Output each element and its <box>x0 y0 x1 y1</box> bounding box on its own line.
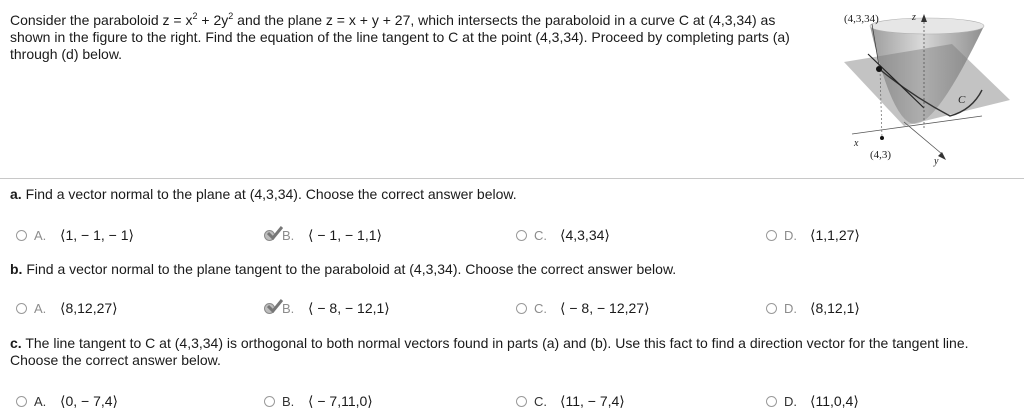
choice-letter: B. <box>282 300 295 316</box>
question-b-label: b. <box>10 261 23 277</box>
choice-c-d[interactable] <box>766 390 859 412</box>
selected-radio-icon[interactable] <box>264 230 275 241</box>
paraboloid-diagram <box>832 4 1022 174</box>
choice-letter: A. <box>34 393 47 409</box>
choice-c-a[interactable] <box>16 390 118 412</box>
choice-value: ⟨ − 8, − 12,27⟩ <box>560 299 650 316</box>
question-a-text: Find a vector normal to the plane at (4,3,34). Choose the correct answer below. <box>21 186 517 202</box>
choice-b-b[interactable] <box>264 297 390 319</box>
choice-a-d[interactable] <box>766 224 860 246</box>
choice-letter: A. <box>34 300 47 316</box>
choice-value: ⟨0, − 7,4⟩ <box>60 392 119 409</box>
question-c-text: The line tangent to C at (4,3,34) is orthogonal to both normal vectors found in parts (a) and (b). Use this fact to find a direction vector for the tangent line. Choose the correct answer below. <box>10 335 969 368</box>
choice-value: ⟨ − 7,11,0⟩ <box>308 392 373 409</box>
plane-surface <box>844 44 1010 126</box>
radio-icon[interactable] <box>766 230 777 241</box>
radio-icon[interactable] <box>766 396 777 407</box>
curve-label: C <box>958 94 966 106</box>
radio-icon[interactable] <box>766 303 777 314</box>
choice-b-a[interactable] <box>16 297 118 319</box>
checkmark-icon <box>267 299 283 313</box>
question-b <box>10 261 676 278</box>
choice-a-b[interactable] <box>264 224 382 246</box>
question-b-text: Find a vector normal to the plane tangent to the paraboloid at (4,3,34). Choose the correct answer below. <box>22 261 677 277</box>
choice-letter: D. <box>784 393 797 409</box>
choice-letter: A. <box>34 227 47 243</box>
choice-c-c[interactable] <box>516 390 625 412</box>
radio-icon[interactable] <box>16 303 27 314</box>
radio-icon[interactable] <box>516 230 527 241</box>
radio-icon[interactable] <box>264 396 275 407</box>
question-a <box>10 186 517 203</box>
choice-a-c[interactable] <box>516 224 610 246</box>
z-label: z <box>912 12 916 23</box>
radio-icon[interactable] <box>516 303 527 314</box>
choice-b-c[interactable] <box>516 297 650 319</box>
intro-text-2: + 2y <box>197 12 229 28</box>
base-point <box>880 136 884 140</box>
choice-letter: D. <box>784 300 797 316</box>
point-on-curve <box>876 66 882 72</box>
choice-letter: B. <box>282 227 295 243</box>
choice-b-d[interactable] <box>766 297 860 319</box>
question-b-choices <box>0 297 1024 319</box>
section-divider <box>0 178 1024 179</box>
y-axis <box>904 122 942 154</box>
intro-text-1: Consider the paraboloid z = x <box>10 12 193 28</box>
question-a-label: a. <box>10 186 22 202</box>
exponent-2: 2 <box>228 11 234 21</box>
base-label: (4,3) <box>870 149 892 161</box>
question-c-choices <box>0 390 1024 412</box>
x-label: x <box>854 138 859 149</box>
choice-c-b[interactable] <box>264 390 373 412</box>
y-label: y <box>934 156 939 167</box>
y-axis-arrow <box>938 152 946 160</box>
point-label: (4,3,34) <box>844 13 879 25</box>
choice-value: ⟨8,12,1⟩ <box>810 299 860 316</box>
radio-icon[interactable] <box>16 396 27 407</box>
checkmark-icon <box>267 226 283 240</box>
question-c <box>10 335 1010 369</box>
choice-letter: C. <box>534 393 547 409</box>
problem-statement <box>10 12 810 63</box>
choice-letter: D. <box>784 227 797 243</box>
choice-value: ⟨8,12,27⟩ <box>60 299 118 316</box>
paraboloid-figure <box>832 4 1022 174</box>
question-c-label: c. <box>10 335 22 351</box>
question-a-choices <box>0 224 1024 246</box>
choice-value: ⟨ − 8, − 12,1⟩ <box>308 299 390 316</box>
choice-value: ⟨1, − 1, − 1⟩ <box>60 226 134 243</box>
choice-value: ⟨1,1,27⟩ <box>810 226 860 243</box>
paraboloid-rim <box>870 18 984 34</box>
choice-value: ⟨11,0,4⟩ <box>810 392 859 409</box>
choice-value: ⟨11, − 7,4⟩ <box>560 392 625 409</box>
radio-icon[interactable] <box>16 230 27 241</box>
exponent-1: 2 <box>192 11 198 21</box>
intro-text-3: and the plane z = x + y + 27, which intersects the paraboloid in a curve C at (4,3,34) as shown in the figure to the right. Find the equation of the line tangent to C at the point (4,3,34). Proceed by completing parts (a) through (d) below. <box>10 12 790 62</box>
radio-icon[interactable] <box>516 396 527 407</box>
selected-radio-icon[interactable] <box>264 303 275 314</box>
choice-value: ⟨ − 1, − 1,1⟩ <box>308 226 382 243</box>
choice-value: ⟨4,3,34⟩ <box>560 226 610 243</box>
choice-a-a[interactable] <box>16 224 134 246</box>
choice-letter: B. <box>282 393 295 409</box>
choice-letter: C. <box>534 300 547 316</box>
choice-letter: C. <box>534 227 547 243</box>
